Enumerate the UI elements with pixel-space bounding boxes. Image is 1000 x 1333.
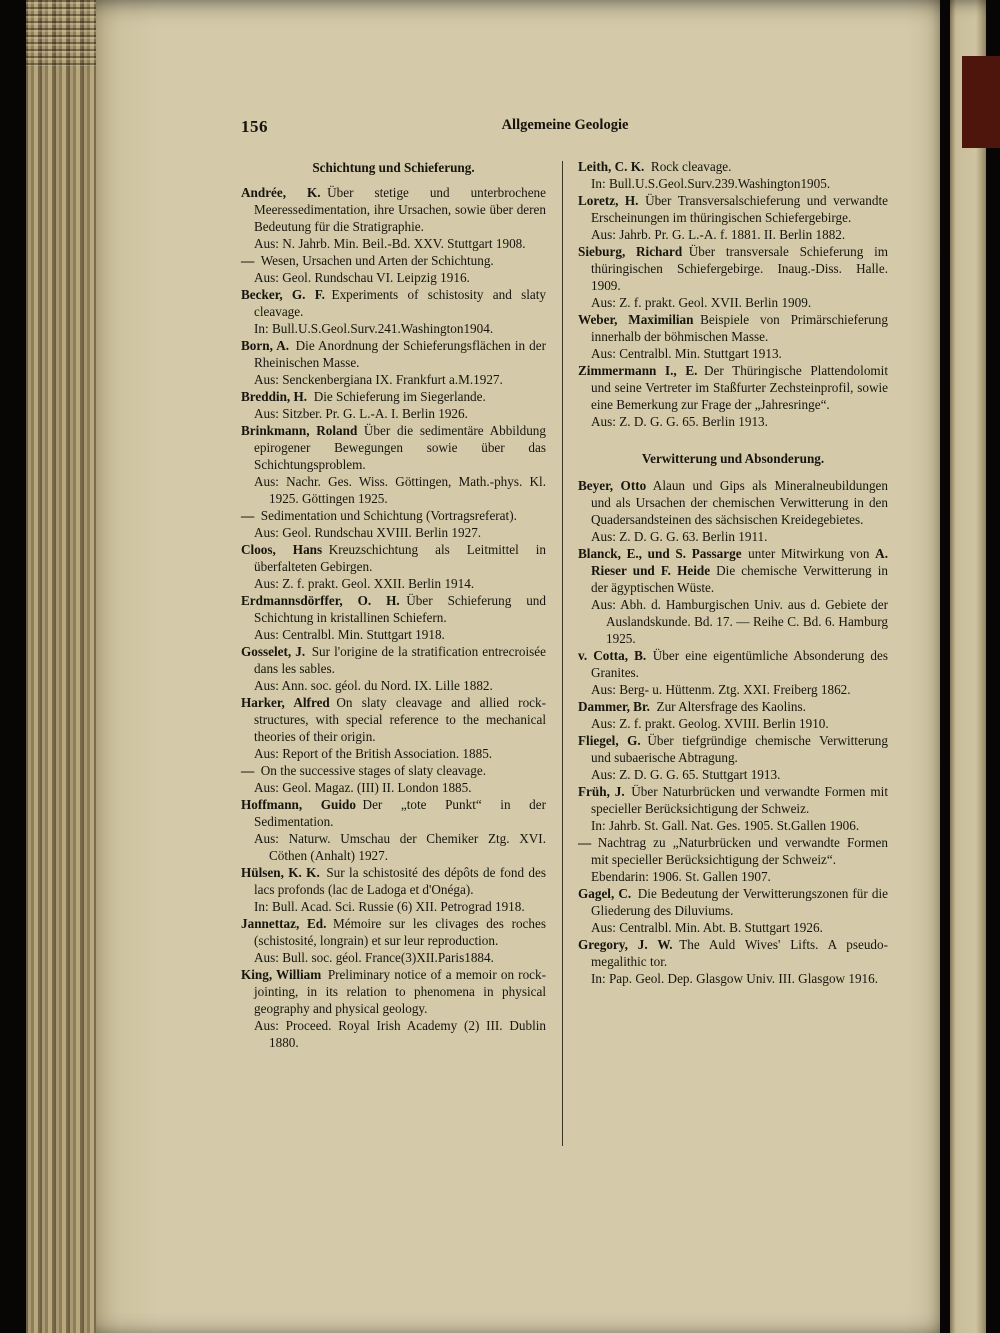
bibliography-entry: Weber, Maximilian Beispiele von Primärschieferung innerhalb der böhmischen Masse. Aus: Centralbl. Min. Stuttgart 1913. xyxy=(578,312,888,361)
entry-source: In: Bull.U.S.Geol.Surv.241.Washington1904. xyxy=(254,321,494,336)
entry-author: King, William xyxy=(241,967,322,982)
entry-author: Gosselet, J. xyxy=(241,644,306,659)
bibliography-entry: Leith, C. K. Rock cleavage. In: Bull.U.S.Geol.Surv.239.Washington1905. xyxy=(578,158,888,192)
bibliography-entry: Brinkmann, Roland Über die sedimentäre Abbildung epirogener Bewegungen sowie über das Schichtungsproblem. Aus: Nachr. Ges. Wiss. Göttingen, Math.-phys. Kl. 1925. Göttingen 1925. xyxy=(241,423,546,506)
column-left xyxy=(241,158,546,1051)
bibliography-entry: Fliegel, G. Über tiefgründige chemische Verwitterung und subaerische Abtragung. Aus: Z. D. G. G. 65. Stuttgart 1913. xyxy=(578,733,888,782)
entry-source: Aus: Z. f. prakt. Geolog. XVIII. Berlin 1910. xyxy=(591,716,829,731)
entry-author: Leith, C. K. xyxy=(578,159,645,174)
bibliography-entry: Zimmermann I., E. Der Thüringische Plattendolomit und seine Vertreter im Staßfurter Zechsteinprofil, sowie eine Bemerkung zur Frage der „Jahresringe“. Aus: Z. D. G. G. 65. Berlin 1913. xyxy=(578,363,888,429)
entry-source: Aus: Bull. soc. géol. France(3)XII.Paris1884. xyxy=(254,950,494,965)
entry-source: Aus: Ann. soc. géol. du Nord. IX. Lille 1882. xyxy=(254,678,493,693)
entry-author: v. Cotta, B. xyxy=(578,648,647,663)
entry-author: Erdmannsdörffer, O. H. xyxy=(241,593,400,608)
entry-author: Beyer, Otto xyxy=(578,478,647,493)
entry-author: Loretz, H. xyxy=(578,193,639,208)
bibliography-entry: Born, A. Die Anordnung der Schieferungsflächen in der Rheinischen Masse. Aus: Senckenbergiana IX. Frankfurt a.M.1927. xyxy=(241,338,546,387)
section-heading: Schichtung und Schieferung. xyxy=(312,160,475,175)
entry-source: Aus: Z. D. G. G. 65. Stuttgart 1913. xyxy=(591,767,781,782)
bibliography-entry: Blanck, E., und S. Passarge unter Mitwirkung von A. Rieser und F. Heide Die chemische Verwitterung in der ägyptischen Wüste. Aus: Abh. d. Hamburgischen Univ. aus d. Gebiete der Auslandskunde. Bd. 17. — Reihe C. Bd. 6. Hamburg 1925. xyxy=(578,546,889,646)
entry-author: Dammer, Br. xyxy=(578,699,650,714)
bibliography-entry: Jannettaz, Ed. Mémoire sur les clivages des roches (schistosité, longrain) et sur leur reproduction. Aus: Bull. soc. géol. France(3)XII.Paris1884. xyxy=(241,916,546,965)
page-header xyxy=(241,116,889,134)
bibliography-entry: Hoffmann, Guido Der „tote Punkt“ in der Sedimentation. Aus: Naturw. Umschau der Chemiker Ztg. XVI. Cöthen (Anhalt) 1927. xyxy=(241,797,546,863)
bibliography-entry: Sieburg, Richard Über transversale Schieferung im thüringischen Schiefergebirge. Inaug.-Diss. Halle. 1909. Aus: Z. f. prakt. Geol. XVII. Berlin 1909. xyxy=(578,244,888,310)
entry-source: Aus: Jahrb. Pr. G. L.-A. f. 1881. II. Berlin 1882. xyxy=(591,227,846,242)
entry-source: In: Pap. Geol. Dep. Glasgow Univ. III. Glasgow 1916. xyxy=(591,971,879,986)
entry-source: Aus: Z. f. prakt. Geol. XXII. Berlin 1914. xyxy=(254,576,475,591)
entry-source: Aus: Abh. d. Hamburgischen Univ. aus d. Gebiete der Auslandskunde. Bd. 17. — Reihe C. Bd. 6. Hamburg 1925. xyxy=(591,597,888,646)
entry-author: Jannettaz, Ed. xyxy=(241,916,327,931)
entry-source: Ebendarin: 1906. St. Gallen 1907. xyxy=(591,869,771,884)
entry-author: Fliegel, G. xyxy=(578,733,641,748)
entry-author: Becker, G. F. xyxy=(241,287,325,302)
bibliography-entry: — Wesen, Ursachen und Arten der Schichtung. Aus: Geol. Rundschau VI. Leipzig 1916. xyxy=(241,252,546,286)
entry-author: — xyxy=(241,508,255,523)
bibliography-entry: Gregory, J. W. The Auld Wives' Lifts. A pseudo-megalithic tor. In: Pap. Geol. Dep. Glasgow Univ. III. Glasgow 1916. xyxy=(578,937,888,986)
entry-author: Hoffmann, Guido xyxy=(241,797,356,812)
bibliography-entry: Beyer, Otto Alaun und Gips als Mineralneubildungen und als Ursachen der chemischen Verwitterung in den Quadersandsteinen des sächsischen Kreidegebietes. Aus: Z. D. G. G. 63. Berlin 1911. xyxy=(578,478,888,544)
entry-source: Aus: Nachr. Ges. Wiss. Göttingen, Math.-phys. Kl. 1925. Göttingen 1925. xyxy=(254,474,546,506)
entry-author: — xyxy=(578,835,592,850)
bibliography-entry: King, William Preliminary notice of a memoir on rock-jointing, in its relation to phenomena in physical geography and physical geology. Aus: Proceed. Royal Irish Academy (2) III. Dublin 1880. xyxy=(241,967,546,1050)
bibliography-entry: — Nachtrag zu „Naturbrücken und verwandte Formen mit specieller Berücksichtigung der Schweiz“. Ebendarin: 1906. St. Gallen 1907. xyxy=(578,835,888,884)
next-page-edge xyxy=(950,0,986,1333)
running-title: Allgemeine Geologie xyxy=(501,117,629,133)
entry-author: Gregory, J. W. xyxy=(578,937,673,952)
bibliography-entry: v. Cotta, B. Über eine eigentümliche Absonderung des Granites. Aus: Berg- u. Hüttenm. Ztg. XXI. Freiberg 1862. xyxy=(578,648,888,697)
entry-author: Zimmermann I., E. xyxy=(578,363,698,378)
entry-author: Früh, J. xyxy=(578,784,625,799)
bibliography-entry: Hülsen, K. K. Sur la schistosité des dépôts de fond des lacs profonds (lac de Ladoga et d'Onéga). In: Bull. Acad. Sci. Russie (6) XII. Petrograd 1918. xyxy=(241,865,546,914)
entry-author: Gagel, C. xyxy=(578,886,632,901)
bibliography-entry: Andrée, K. Über stetige und unterbrochene Meeressedimentation, ihre Ursachen, sowie über deren Bedeutung für die Stratigraphie. Aus: N. Jahrb. Min. Beil.-Bd. XXV. Stuttgart 1908. xyxy=(241,185,546,251)
entry-source: Aus: Geol. Rundschau VI. Leipzig 1916. xyxy=(254,270,470,285)
entry-author: Hülsen, K. K. xyxy=(241,865,320,880)
entry-source: Aus: Report of the British Association. 1885. xyxy=(254,746,493,761)
page-number: 156 xyxy=(241,117,268,136)
entry-source: Aus: Z. D. G. G. 65. Berlin 1913. xyxy=(591,414,768,429)
entry-source: Aus: Geol. Magaz. (III) II. London 1885. xyxy=(254,780,472,795)
bibliography-entry: — Sedimentation und Schichtung (Vortragsreferat). Aus: Geol. Rundschau XVIII. Berlin 1927. xyxy=(241,507,546,541)
entry-source: Aus: Proceed. Royal Irish Academy (2) III. Dublin 1880. xyxy=(254,1018,546,1050)
entry-source: Aus: Centralbl. Min. Abt. B. Stuttgart 1926. xyxy=(591,920,823,935)
bibliography-entry: Breddin, H. Die Schieferung im Siegerlande. Aus: Sitzber. Pr. G. L.-A. I. Berlin 1926. xyxy=(241,388,546,422)
entry-source: Aus: N. Jahrb. Min. Beil.-Bd. XXV. Stuttgart 1908. xyxy=(254,236,526,251)
entry-author: — xyxy=(241,253,255,268)
entry-author: Brinkmann, Roland xyxy=(241,423,358,438)
entry-author: Harker, Alfred xyxy=(241,695,330,710)
entry-source: In: Bull. Acad. Sci. Russie (6) XII. Petrograd 1918. xyxy=(254,899,525,914)
entry-author: Weber, Maximilian xyxy=(578,312,694,327)
bibliography-entry: Loretz, H. Über Transversalschieferung und verwandte Erscheinungen im thüringischen Schiefergebirge. Aus: Jahrb. Pr. G. L.-A. f. 1881. II. Berlin 1882. xyxy=(578,193,888,242)
entry-source: Aus: Berg- u. Hüttenm. Ztg. XXI. Freiberg 1862. xyxy=(591,682,851,697)
entry-source: Aus: Z. D. G. G. 63. Berlin 1911. xyxy=(591,529,768,544)
bibliography-entry: Harker, Alfred On slaty cleavage and allied rock-structures, with special reference to the mechanical theories of their origin. Aus: Report of the British Association. 1885. xyxy=(241,695,546,761)
bibliography-entry: Früh, J. Über Naturbrücken und verwandte Formen mit specieller Berücksichtigung der Schweiz. In: Jahrb. St. Gall. Nat. Ges. 1905. St.Gallen 1906. xyxy=(578,784,888,833)
entry-source: Aus: Z. f. prakt. Geol. XVII. Berlin 1909. xyxy=(591,295,812,310)
section-heading: Verwitterung und Absonderung. xyxy=(641,451,825,466)
entry-author: Breddin, H. xyxy=(241,389,308,404)
entry-source: Aus: Sitzber. Pr. G. L.-A. I. Berlin 1926. xyxy=(254,406,468,421)
bibliography-entry: Becker, G. F. Experiments of schistosity and slaty cleavage. In: Bull.U.S.Geol.Surv.241.Washington1904. xyxy=(241,287,547,336)
entry-source: Aus: Senckenbergiana IX. Frankfurt a.M.1927. xyxy=(254,372,503,387)
entry-author: Sieburg, Richard xyxy=(578,244,683,259)
entry-source: Aus: Centralbl. Min. Stuttgart 1913. xyxy=(591,346,782,361)
bibliography-entry: Gagel, C. Die Bedeutung der Verwitterungszonen für die Gliederung des Diluviums. Aus: Centralbl. Min. Abt. B. Stuttgart 1926. xyxy=(578,886,888,935)
bibliography-entry: Dammer, Br. Zur Altersfrage des Kaolins. Aus: Z. f. prakt. Geolog. XVIII. Berlin 1910. xyxy=(578,698,888,732)
book-cover-fragment xyxy=(962,56,1000,148)
bibliography-entry: Gosselet, J. Sur l'origine de la stratification entrecroisée dans les sables. Aus: Ann. soc. géol. du Nord. IX. Lille 1882. xyxy=(241,644,546,693)
entry-author: — xyxy=(241,763,255,778)
entry-author: Andrée, K. xyxy=(241,185,321,200)
bibliography-entry: — On the successive stages of slaty cleavage. Aus: Geol. Magaz. (III) II. London 1885. xyxy=(241,762,546,796)
column-right xyxy=(578,158,888,987)
entry-source: Aus: Centralbl. Min. Stuttgart 1918. xyxy=(254,627,445,642)
column-divider xyxy=(562,161,563,1146)
two-column-text xyxy=(241,158,889,1146)
entry-source: In: Jahrb. St. Gall. Nat. Ges. 1905. St.Gallen 1906. xyxy=(591,818,860,833)
entry-author: Blanck, E., und S. Passarge xyxy=(578,546,742,561)
book-binding-page-edges xyxy=(26,0,96,1333)
bibliography-entry: Erdmannsdörffer, O. H. Über Schieferung und Schichtung in kristallinen Schiefern. Aus: Centralbl. Min. Stuttgart 1918. xyxy=(241,593,546,642)
entry-source: Aus: Naturw. Umschau der Chemiker Ztg. XVI. Cöthen (Anhalt) 1927. xyxy=(254,831,546,863)
entry-author: Born, A. xyxy=(241,338,290,353)
entry-coauthor: A. Rieser und F. Heide xyxy=(591,546,888,578)
entry-source: Aus: Geol. Rundschau XVIII. Berlin 1927. xyxy=(254,525,482,540)
entry-author: Cloos, Hans xyxy=(241,542,323,557)
entry-source: In: Bull.U.S.Geol.Surv.239.Washington1905. xyxy=(591,176,831,191)
book-page xyxy=(96,0,940,1333)
bibliography-entry: Cloos, Hans Kreuzschichtung als Leitmittel in überfalteten Gebirgen. Aus: Z. f. prakt. Geol. XXII. Berlin 1914. xyxy=(241,542,547,591)
